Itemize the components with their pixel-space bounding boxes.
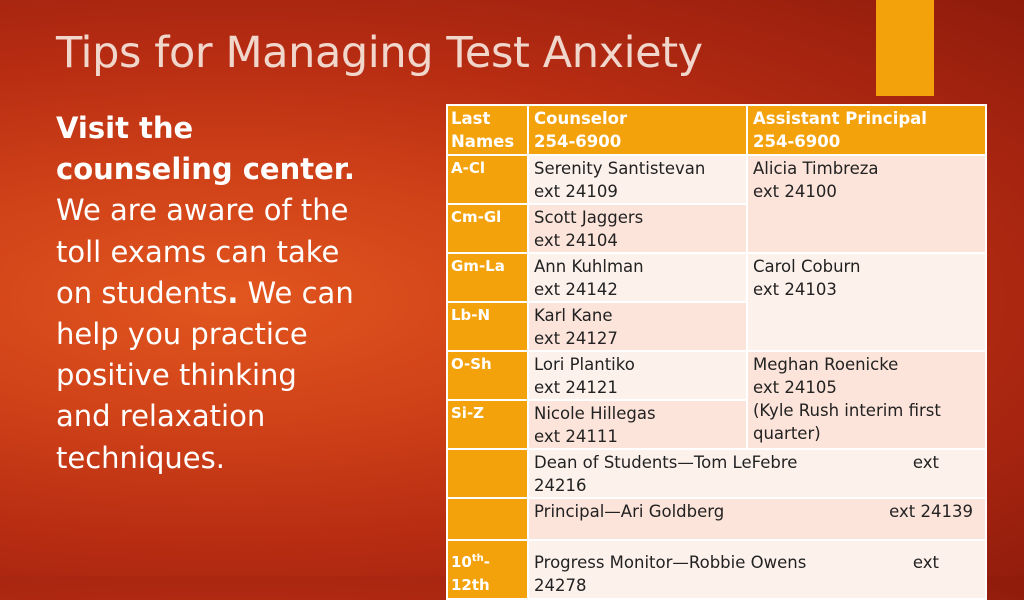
progress-label: Progress Monitor—Robbie Owens [534, 553, 807, 572]
progress-range-a: 10 [451, 553, 472, 571]
ap-ext: ext 24100 [753, 182, 837, 201]
row-counselor [528, 204, 747, 253]
ap-ext: ext 24105 [753, 378, 837, 397]
ap-name: Carol Coburn [753, 257, 861, 276]
principal-cell [528, 498, 986, 540]
counselor-ext: ext 24127 [534, 329, 618, 348]
body-text-2: We can help you practice positive thinking and relaxation techniques. [56, 275, 354, 475]
row-counselor [528, 155, 747, 204]
row-range: Si-Z [447, 400, 528, 449]
dean-ext: ext [912, 453, 939, 472]
table-row [447, 155, 986, 204]
ap-ext: ext 24103 [753, 280, 837, 299]
dean-ext-number: 24216 [534, 476, 587, 495]
principal-range [447, 498, 528, 540]
dean-row [447, 449, 986, 498]
ap-name: Alicia Timbreza [753, 159, 879, 178]
counselor-name: Lori Plantiko [534, 355, 635, 374]
row-counselor [528, 351, 747, 400]
counselor-name: Karl Kane [534, 306, 613, 325]
progress-row [447, 540, 986, 599]
header-assistant-principal [747, 105, 986, 155]
counselor-ext: ext 24142 [534, 280, 618, 299]
body-bold-period: . [343, 152, 355, 187]
progress-ext: ext [912, 553, 939, 572]
counselor-ext: ext 24109 [534, 182, 618, 201]
counselor-name: Nicole Hillegas [534, 404, 656, 423]
counselor-ext: ext 24121 [534, 378, 618, 397]
row-assistant-principal [747, 253, 986, 351]
progress-range [447, 540, 528, 599]
body-bold-period-2: . [227, 275, 239, 310]
row-range: Lb-N [447, 302, 528, 351]
row-range: Gm-La [447, 253, 528, 302]
dean-label: Dean of Students—Tom LeFebre [534, 453, 798, 472]
accent-bar [876, 0, 934, 96]
progress-cell [528, 540, 986, 599]
row-counselor [528, 400, 747, 449]
ap-note: (Kyle Rush interim first quarter) [753, 401, 941, 443]
header-last-names: Last Names [447, 105, 528, 155]
row-counselor [528, 302, 747, 351]
counselor-ext: ext 24104 [534, 231, 618, 250]
row-assistant-principal [747, 351, 986, 449]
progress-range-b: - [483, 553, 491, 571]
table-row [447, 351, 986, 400]
counselor-name: Serenity Santistevan [534, 159, 706, 178]
slide-title: Tips for Managing Test Anxiety [56, 28, 703, 78]
progress-ext-number: 24278 [534, 576, 587, 595]
header-counselor [528, 105, 747, 155]
row-range: Cm-Gl [447, 204, 528, 253]
row-range: O-Sh [447, 351, 528, 400]
dean-cell [528, 449, 986, 498]
table-header-row [447, 105, 986, 155]
counselor-name: Ann Kuhlman [534, 257, 644, 276]
dean-range [447, 449, 528, 498]
principal-ext: ext 24139 [889, 502, 973, 521]
body-bold-text: Visit the counseling center [56, 111, 344, 187]
header-counselor-label: Counselor [534, 109, 628, 128]
progress-range-c: 12th [451, 576, 490, 594]
row-counselor [528, 253, 747, 302]
row-assistant-principal [747, 155, 986, 253]
header-counselor-phone: 254-6900 [534, 132, 622, 151]
counselor-ext: ext 24111 [534, 427, 618, 446]
progress-range-sup: th [471, 553, 484, 564]
table-row [447, 253, 986, 302]
principal-row [447, 498, 986, 540]
row-range: A-Cl [447, 155, 528, 204]
counselor-table [446, 104, 987, 600]
ap-name: Meghan Roenicke [753, 355, 899, 374]
header-ap-phone: 254-6900 [753, 132, 841, 151]
counselor-name: Scott Jaggers [534, 208, 644, 227]
principal-label: Principal—Ari Goldberg [534, 502, 725, 521]
body-text-1: We are aware of the toll exams can take on students [56, 193, 349, 310]
body-text [56, 108, 356, 479]
header-ap-label: Assistant Principal [753, 109, 927, 128]
